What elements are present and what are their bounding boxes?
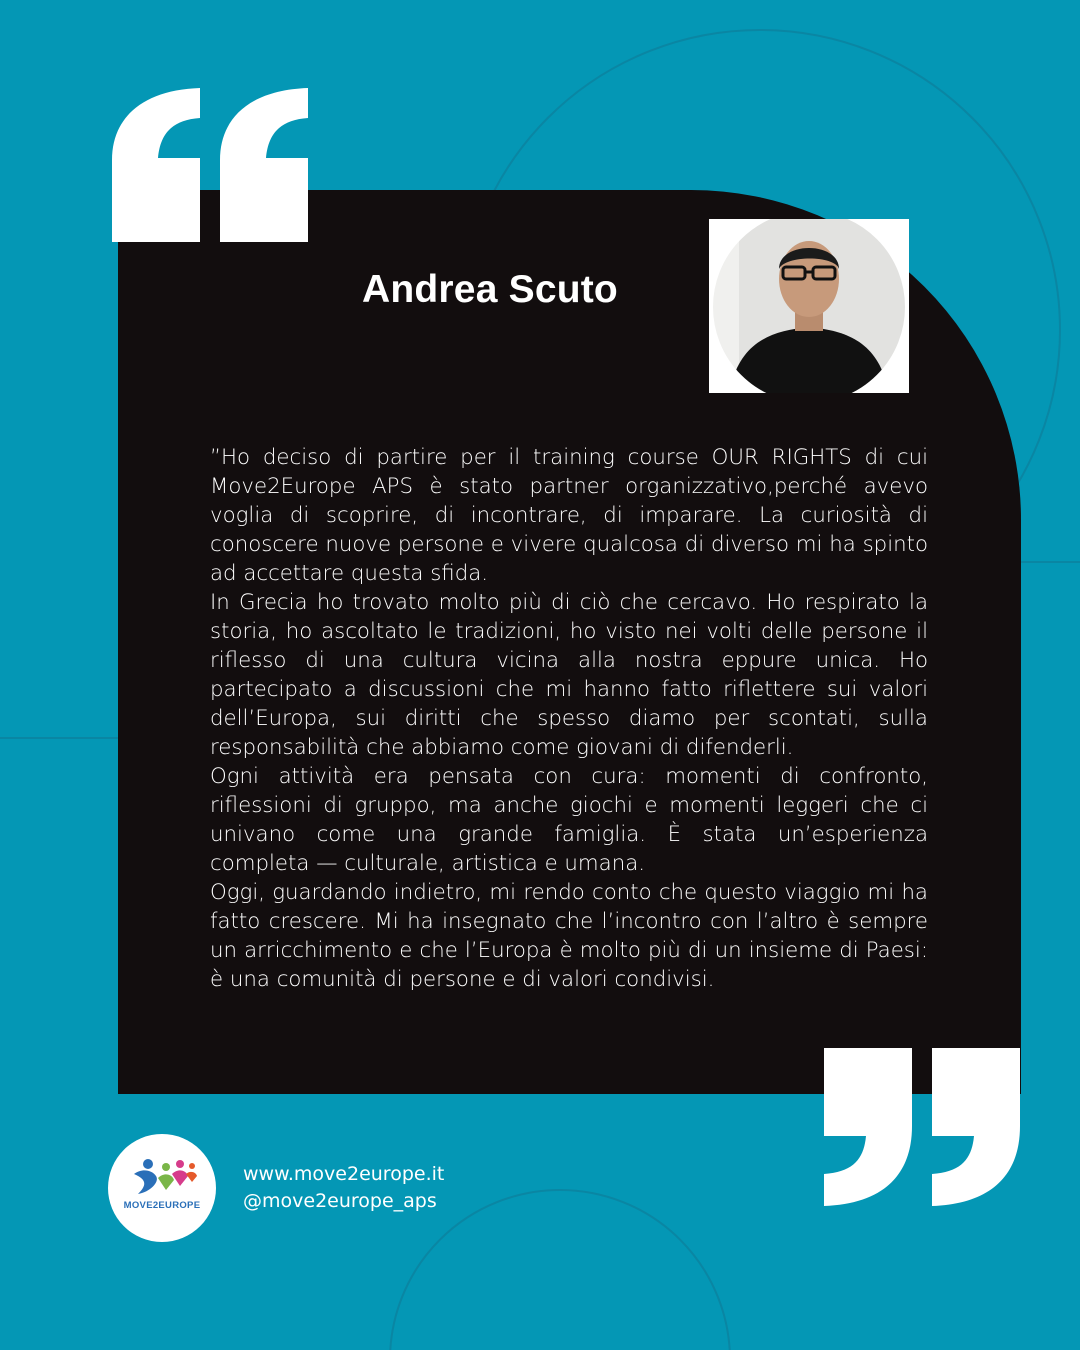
social-handle[interactable]: @move2europe_aps	[243, 1190, 437, 1212]
close-quote-icon	[822, 1048, 1022, 1208]
website-link[interactable]: www.move2europe.it	[243, 1163, 445, 1185]
testimonial-paragraph: ”Ho deciso di partire per il training course OUR RIGHTS di cui Move2Europe APS è stato partner organizzativo,perché avevo voglia di scoprire, di incontrare, di imparare. La curiosità di conoscere nuove persone e vivere qualcosa di diverso mi ha spinto ad accettare questa sfida.	[210, 445, 928, 586]
open-quote-icon	[112, 88, 308, 242]
avatar	[709, 219, 909, 393]
testimonial-paragraph: Ogni attività era pensata con cura: momenti di confronto, riflessioni di gruppo, ma anche giochi e momenti leggeri che ci univano come una grande famiglia. È stata un’esperienza completa — culturale, artistica e umana.	[210, 764, 928, 876]
testimonial-text	[210, 443, 928, 994]
brand-logo	[108, 1134, 216, 1242]
testimonial-paragraph: In Grecia ho trovato molto più di ciò che cercavo. Ho respirato la storia, ho ascoltato le tradizioni, ho visto nei volti delle persone il riflesso di una cultura vicina alla nostra eppure unica. Ho partecipato a discussioni che mi hanno fatto riflettere sui valori dell’Europa, sui diritti che spesso diamo per scontati, sulla responsabilità che abbiamo come giovani di difenderli.	[210, 590, 928, 760]
contact-info	[243, 1161, 444, 1215]
testimonial-paragraph: Oggi, guardando indietro, mi rendo conto che questo viaggio mi ha fatto crescere. Mi ha insegnato che l’incontro con l’altro è sempre un arricchimento e che l’Europa è molto più di un insieme di Paesi: è una comunità di persone e di valori condivisi.	[210, 880, 928, 992]
logo-text: MOVE2EUROPE	[123, 1200, 201, 1211]
person-name: Andrea Scuto	[362, 268, 618, 311]
